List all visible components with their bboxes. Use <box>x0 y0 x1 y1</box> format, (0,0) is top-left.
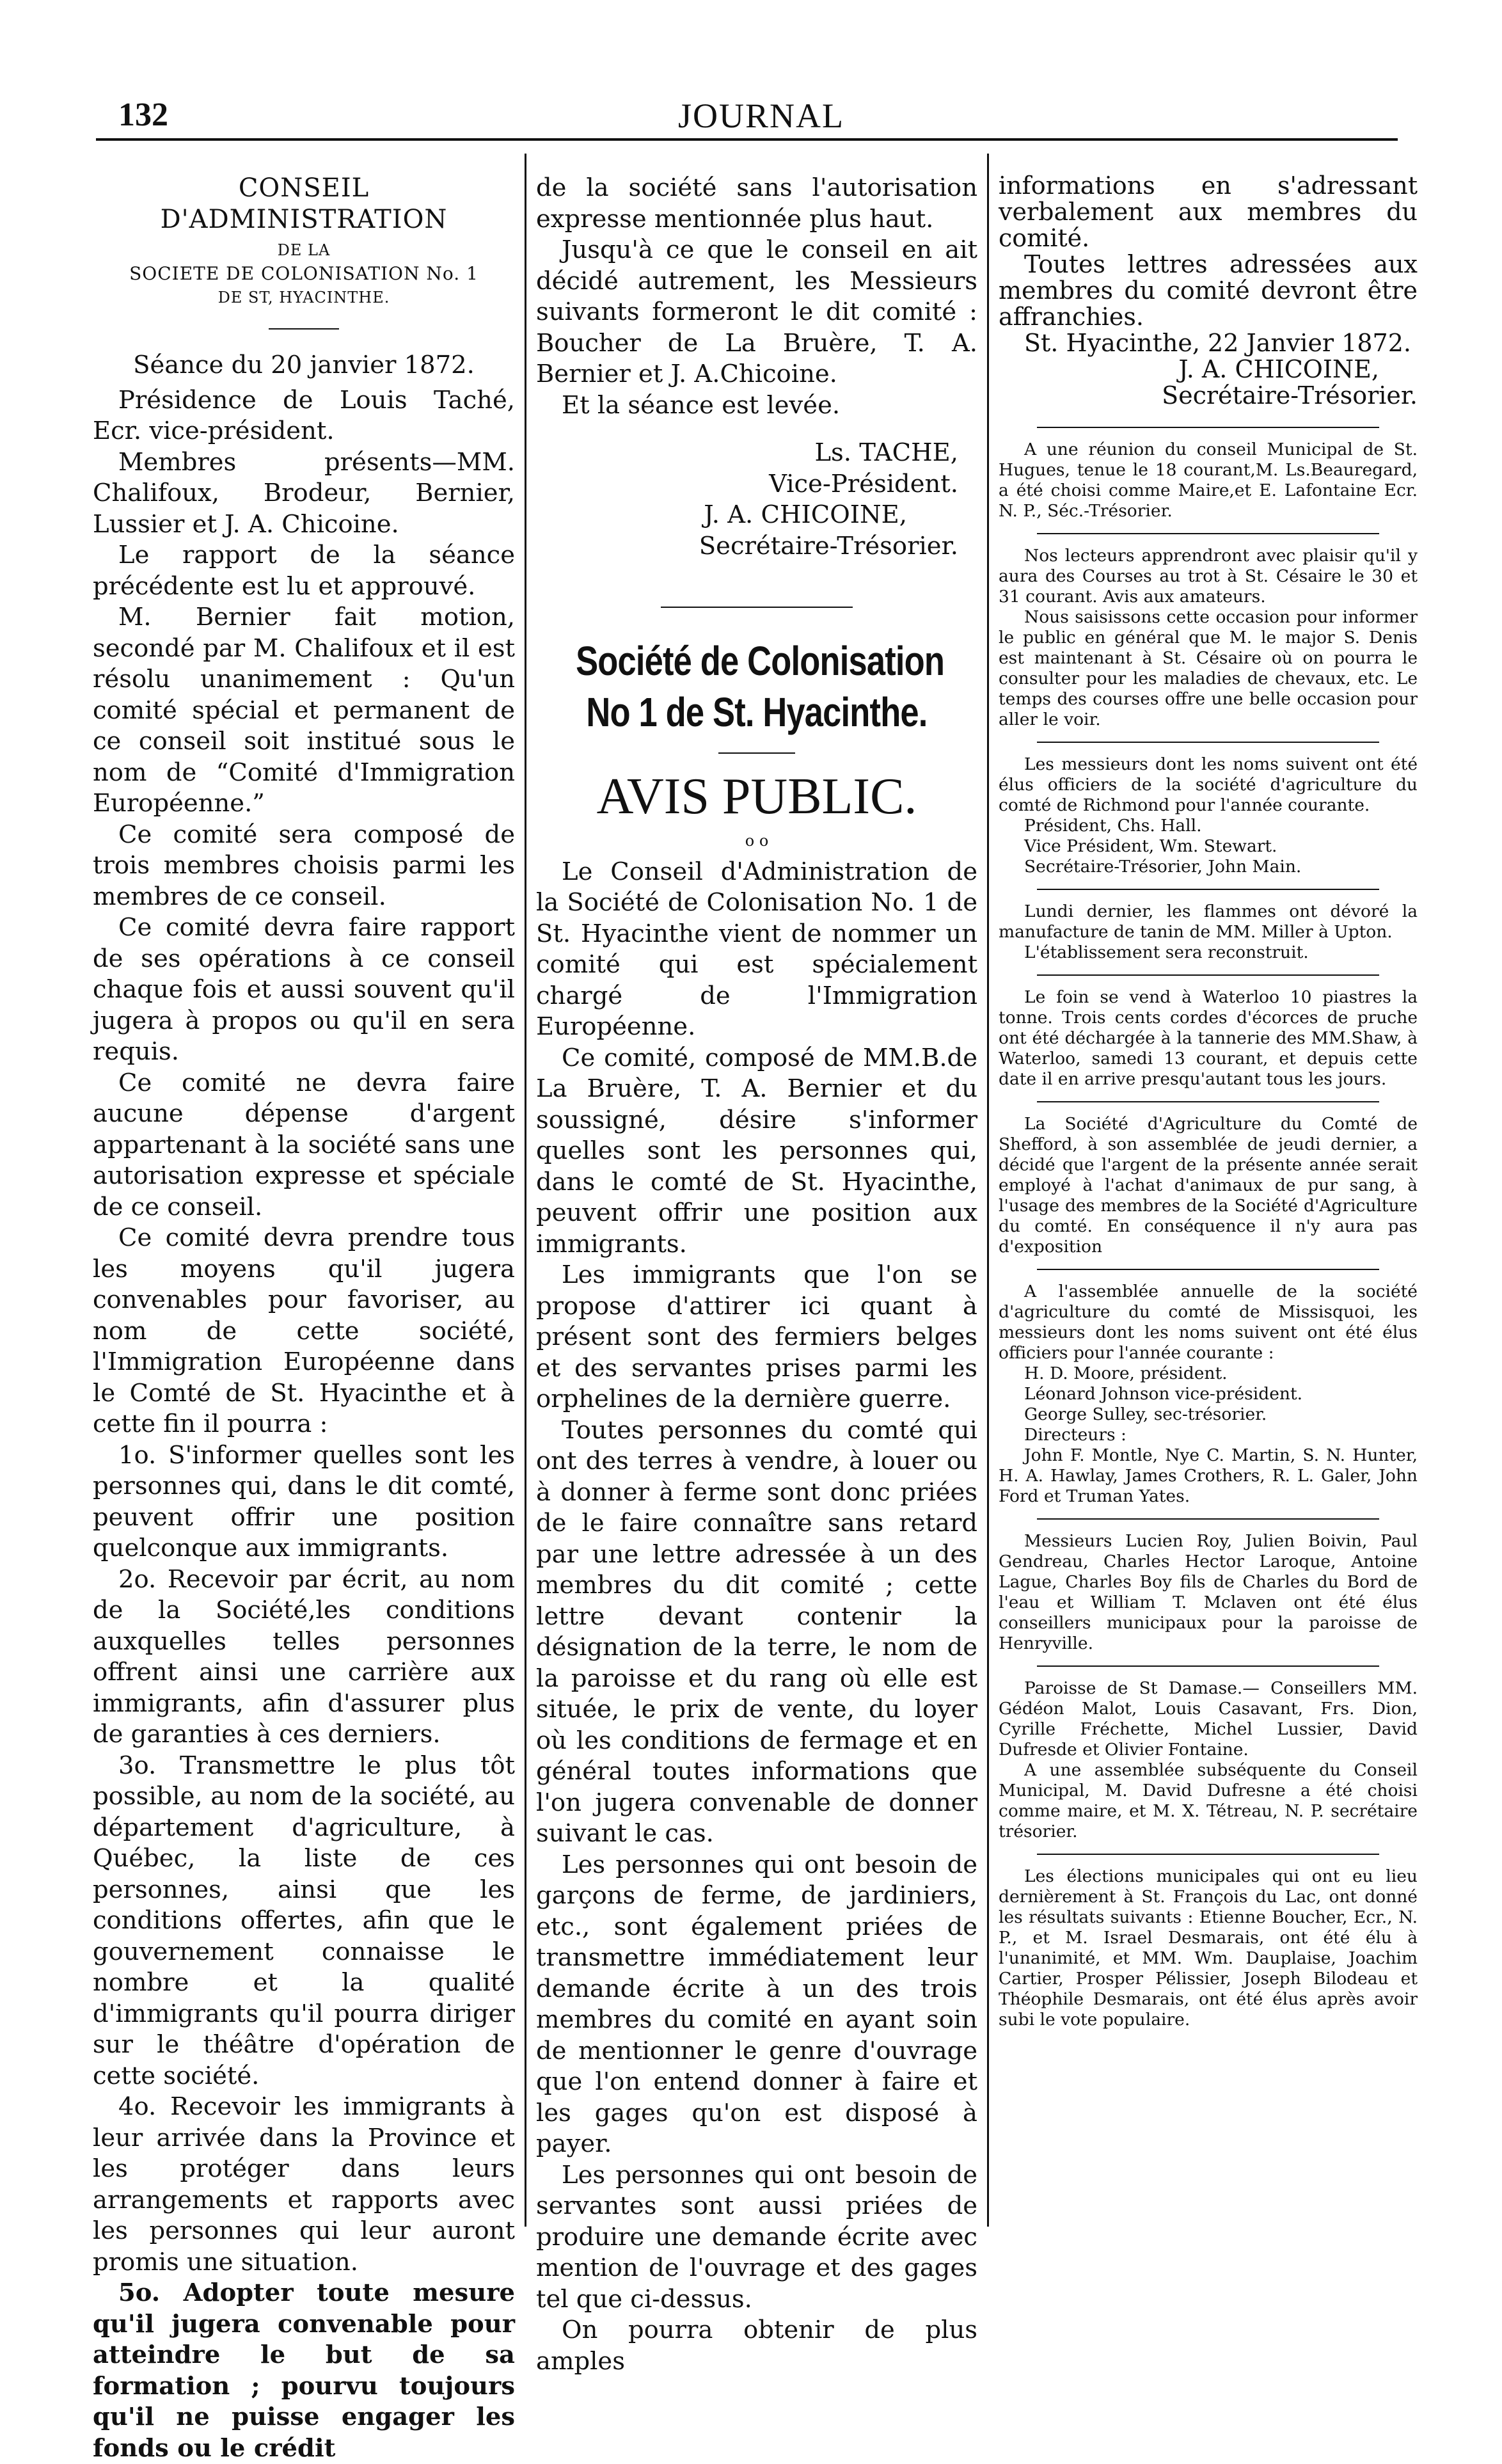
column-3 <box>999 173 1418 2030</box>
divider <box>1037 427 1379 428</box>
divider <box>1037 1854 1379 1855</box>
paragraph: Le Conseil d'Administration de la Société de Colonisation No. 1 de St. Hyacinthe vient de nommer un comité qui est spécialement chargé de l'Immigration Européenne. <box>536 857 977 1041</box>
signature-name: Ls. TACHE, <box>814 438 958 467</box>
paragraph: Les personnes qui ont besoin de garçons de ferme, de jardiniers, etc., sont également priées de transmettre immédiatement leur demande écrite à un des trois membres du comité en ayant soin de mentionner le genre d'ouvrage que l'on entend donner à faire et les gages qu'on est disposé à payer. <box>536 1850 977 2158</box>
news-item: Lundi dernier, les flammes ont dévoré la manufacture de tanin de MM. Miller à Upton. <box>999 902 1418 942</box>
signature-title: Secrétaire-Trésorier. <box>699 531 958 560</box>
paragraph: Ce comité devra prendre tous les moyens qu'il jugera convenables pour favoriser, au nom de cette société, l'Immigration Européenne dans le Comté de St. Hyacinthe et à cette fin il pourra : <box>93 1223 515 1438</box>
news-item: La Société d'Agriculture du Comté de Shefford, à son assemblée de jeudi dernier, a décidé que l'argent de la présente année serait employé à l'achat d'animaux de pur sang, à l'usage des membres de la Société d'Agriculture du comté. En conséquence il n'y aura pas d'exposition <box>999 1114 1418 1257</box>
divider <box>269 328 339 330</box>
divider <box>1037 742 1379 743</box>
news-item: John F. Montle, Nye C. Martin, S. N. Hunter, H. A. Hawlay, James Crothers, R. L. Galer, John Ford et Truman Yates. <box>999 1445 1418 1506</box>
paragraph: Les immigrants que l'on se propose d'attirer ici quant à présent sont des fermiers belges et des servantes prises parmi les orphelines de la dernière guerre. <box>536 1260 977 1413</box>
paragraph: 3o. Transmettre le plus tôt possible, au nom de la société, au département d'agriculture, à Québec, la liste de ces personnes, ainsi que les conditions offertes, afin que le gouvernement connaisse le nombre et la qualité d'immigrants qu'il pourra diriger sur le théâtre d'opération de cette société. <box>93 1751 515 2090</box>
column-1 <box>93 173 515 2464</box>
headline: No 1 de St. Hyacinthe. <box>586 689 928 735</box>
paragraph: 4o. Recevoir les immigrants à leur arrivée dans la Province et les protéger dans leurs arrangements et rapports avec les personnes qui leur auront promis une situation. <box>93 2092 515 2277</box>
column-rule-1 <box>525 154 526 2227</box>
divider <box>1037 889 1379 890</box>
paragraph: Ce comité sera composé de trois membres choisis parmi les membres de ce conseil. <box>93 820 515 911</box>
signature-name: J. A. CHICOINE, <box>704 500 907 529</box>
signature-name: J. A. CHICOINE, <box>1178 355 1379 383</box>
section-de-la: DE LA <box>277 241 331 259</box>
paragraph: 5o. Adopter toute mesure qu'il jugera convenable pour atteindre le but de sa formation ; pourvu toujours qu'il ne puisse engager les fonds ou le crédit <box>93 2278 515 2463</box>
news-item: H. D. Moore, président. <box>1024 1363 1228 1383</box>
section-title: CONSEIL D'ADMINISTRATION <box>160 173 448 234</box>
paragraph: Ce comité ne devra faire aucune dépense d'argent appartenant à la société sans une autorisation expresse et spéciale de ce conseil. <box>93 1068 515 1221</box>
paragraph: M. Bernier fait motion, secondé par M. Chalifoux et il est résolu unanimement : Qu'un comité spécial et permanent de ce conseil soit institué sous le nom de “Comité d'Immigration Européenne.” <box>93 603 515 818</box>
column-2 <box>536 173 977 2377</box>
news-item: A une assemblée subséquente du Conseil Municipal, M. David Dufresne a été choisi comme maire, et M. X. Tétreau, N. P. secrétaire trésorier. <box>999 1760 1418 1841</box>
running-title: JOURNAL <box>678 97 845 135</box>
news-item: L'établissement sera reconstruit. <box>1024 942 1309 962</box>
paragraph: Ce comité, composé de MM.B.de La Bruère, T. A. Bernier et du soussigné, désire s'informer quelles sont les personnes qui, dans le comté de St. Hyacinthe, peuvent offrir une position aux immigrants. <box>536 1043 977 1259</box>
section-place: DE ST, HYACINTHE. <box>217 289 390 306</box>
paragraph: Jusqu'à ce que le conseil en ait décidé autrement, les Messieurs suivants formeront le dit comité : Boucher de La Bruère, T. A. Bernier et J. A.Chicoine. <box>536 235 977 388</box>
avis-public-title: AVIS PUBLIC. <box>596 768 917 825</box>
news-item: Secrétaire-Trésorier, John Main. <box>1024 857 1302 877</box>
dateline: St. Hyacinthe, 22 Janvier 1872. <box>1024 329 1411 357</box>
divider <box>718 752 795 754</box>
paragraph: 1o. S'informer quelles sont les personnes qui, dans le dit comté, peuvent offrir une position quelconque aux immigrants. <box>93 1440 515 1562</box>
headline: Société de Colonisation <box>576 638 945 684</box>
paragraph: de la société sans l'autorisation expresse mentionnée plus haut. <box>536 173 977 234</box>
divider <box>1037 1101 1379 1102</box>
paragraph: Membres présents—MM. Chalifoux, Brodeur, Bernier, Lussier et J. A. Chicoine. <box>93 447 515 539</box>
news-item: Président, Chs. Hall. <box>1024 816 1202 836</box>
paragraph: Le rapport de la séance précédente est lu et approuvé. <box>93 541 515 601</box>
divider <box>1037 1665 1379 1667</box>
news-item: A l'assemblée annuelle de la société d'agriculture du comté de Missisquoi, les messieurs dont les noms suivent ont été élus officiers pour l'année courante : <box>999 1282 1418 1363</box>
news-item: Nous saisissons cette occasion pour informer le public en général que M. le major S. Denis est maintenant à St. Césaire où on pourra le consulter pour les maladies de chevaux, etc. Le temps des courses offre une belle occasion pour aller le voir. <box>999 607 1418 729</box>
news-item: A une réunion du conseil Municipal de St. Hugues, tenue le 18 courant,M. Ls.Beauregard, a été choisi comme Maire,et E. Lafontaine Ecr. N. P., Séc.-Trésorier. <box>999 440 1418 521</box>
paragraph: Toutes lettres adressées aux membres du comité devront être affranchies. <box>999 250 1418 331</box>
news-item: Nos lecteurs apprendront avec plaisir qu'il y aura des Courses au trot à St. Césaire le 30 et 31 courant. Avis aux amateurs. <box>999 546 1418 607</box>
divider <box>1037 1518 1379 1520</box>
ornamental-divider <box>661 607 853 608</box>
paragraph: On pourra obtenir de plus amples <box>536 2316 977 2376</box>
news-item: Paroisse de St Damase.— Conseillers MM. Gédéon Malot, Louis Casavant, Frs. Dion, Cyrille Fréchette, Michel Lussier, David Dufresde et Olivier Fontaine. <box>999 1678 1418 1760</box>
signature-title: Secrétaire-Trésorier. <box>1162 381 1418 409</box>
paragraph: 2o. Recevoir par écrit, au nom de la Société,les conditions auxquelles telles personnes offrent ainsi une carrière aux immigrants, afin d'assurer plus de garanties à ces derniers. <box>93 1564 515 1749</box>
news-item: Les élections municipales qui ont eu lieu dernièrement à St. François du Lac, ont donné les résultats suivants : Etienne Boucher, Ecr., N. P., et M. Israel Desmarais, ont été élu à l'unanimité, et MM. Wm. Dauplaise, Joachim Cartier, Prosper Pélissier, Joseph Bilodeau et Théophile Desmarais, ont été élus après avoir subi le vote populaire. <box>999 1866 1418 2030</box>
news-item: Le foin se vend à Waterloo 10 piastres la tonne. Trois cents cordes d'écorces de pruche ont été déchargée à la tannerie des MM.Shaw, à Waterloo, samedi 13 courant, et depuis cette date il en arrive presqu'autant tous les jours. <box>999 987 1418 1089</box>
divider <box>1037 974 1379 976</box>
page-number: 132 <box>118 97 168 133</box>
news-item: Léonard Johnson vice-président. <box>1024 1384 1303 1404</box>
paragraph: Présidence de Louis Taché, Ecr. vice-président. <box>93 385 515 445</box>
news-item: Directeurs : <box>1024 1425 1126 1445</box>
paragraph: Et la séance est levée. <box>562 390 841 420</box>
news-item: Messieurs Lucien Roy, Julien Boivin, Paul Gendreau, Charles Hector Laroque, Antoine Lague, Charles Boy fils de Charles du Bord de l'eau et William T. Mclaven ont été élus conseillers municipaux pour la paroisse de Henryville. <box>999 1531 1418 1653</box>
seance-date: Séance du 20 janvier 1872. <box>133 351 475 379</box>
news-item: Vice Président, Wm. Stewart. <box>1024 836 1277 856</box>
divider <box>1037 1269 1379 1270</box>
paragraph: Toutes personnes du comté qui ont des terres à vendre, à louer ou à donner à ferme sont donc priées de le faire connaître sans retard par une lettre adressée à un des membres du dit comité ; cette lettre devant contenir la désignation de la terre, le nom de la paroisse et du rang où elle est située, le prix de vente, du loyer où les conditions de fermage et en général toutes informations que l'on jugera convenable de donner suivant le cas. <box>536 1415 977 1848</box>
paragraph: informations en s'adressant verbalement aux membres du comité. <box>999 171 1418 252</box>
signature-title: Vice-Président. <box>769 469 958 498</box>
header-rule <box>96 138 1398 141</box>
news-item: George Sulley, sec-trésorier. <box>1024 1404 1267 1424</box>
column-rule-2 <box>987 154 989 2227</box>
section-society: SOCIETE DE COLONISATION No. 1 <box>129 263 478 284</box>
news-item: Les messieurs dont les noms suivent ont été élus officiers de la société d'agriculture du comté de Richmond pour l'année courante. <box>999 754 1418 815</box>
ornament: o o <box>745 832 769 850</box>
paragraph: Ce comité devra faire rapport de ses opérations à ce conseil chaque fois et aussi souvent qu'il jugera à propos ou qu'il en sera requis. <box>93 913 515 1066</box>
divider <box>1037 533 1379 534</box>
paragraph: Les personnes qui ont besoin de servantes sont aussi priées de produire une demande écrite avec mention de l'ouvrage et des gages tel que ci-dessus. <box>536 2160 977 2314</box>
